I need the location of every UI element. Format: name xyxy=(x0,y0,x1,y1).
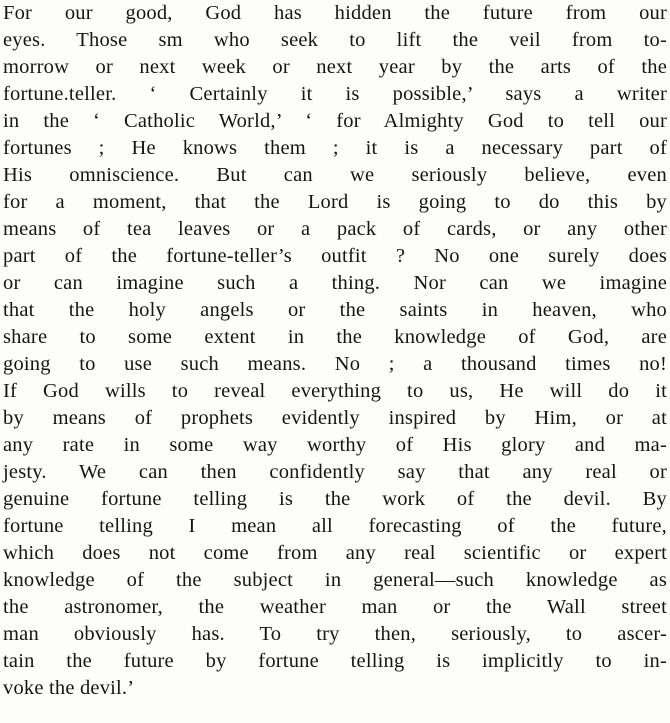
text-line-26: voke the devil.’ xyxy=(3,677,135,699)
text-line-16: by means of prophets evidently inspired by Him, or at xyxy=(3,407,667,429)
text-line-2: eyes. Those sm who seek to lift the veil from to- xyxy=(3,29,667,51)
text-line-9: means of tea leaves or a pack of cards, or any other xyxy=(3,218,667,240)
text-line-14: going to use such means. No ; a thousand times no! xyxy=(3,353,667,375)
text-line-8: for a moment, that the Lord is going to do this by xyxy=(3,191,667,213)
text-line-25: tain the future by fortune telling is implicitly to in- xyxy=(3,650,667,672)
text-line-19: genuine fortune telling is the work of the devil. By xyxy=(3,488,667,510)
text-line-20: fortune telling I mean all forecasting of the future, xyxy=(3,515,667,537)
text-line-22: knowledge of the subject in general—such knowledge as xyxy=(3,569,667,591)
text-line-3: morrow or next week or next year by the arts of the xyxy=(3,56,667,78)
text-line-12: that the holy angels or the saints in heaven, who xyxy=(3,299,667,321)
text-line-4: fortune.teller. ‘ Certainly it is possible,’ says a writer xyxy=(3,83,667,105)
text-line-21: which does not come from any real scientific or expert xyxy=(3,542,667,564)
text-line-11: or can imagine such a thing. Nor can we imagine xyxy=(3,272,667,294)
text-line-10: part of the fortune-teller’s outfit ? No one surely does xyxy=(3,245,667,267)
text-line-13: share to some extent in the knowledge of God, are xyxy=(3,326,667,348)
text-line-5: in the ‘ Catholic World,’ ‘ for Almighty God to tell our xyxy=(3,110,667,132)
text-line-24: man obviously has. To try then, seriously, to ascer- xyxy=(3,623,667,645)
text-line-17: any rate in some way worthy of His glory and ma- xyxy=(3,434,667,456)
text-line-15: If God wills to reveal everything to us, He will do it xyxy=(3,380,667,402)
text-line-7: His omniscience. But can we seriously believe, even xyxy=(3,164,667,186)
text-line-1: For our good, God has hidden the future from our xyxy=(3,2,667,24)
text-line-23: the astronomer, the weather man or the Wall street xyxy=(3,596,667,618)
text-line-18: jesty. We can then confidently say that any real or xyxy=(3,461,667,483)
text-line-6: fortunes ; He knows them ; it is a necessary part of xyxy=(3,137,667,159)
